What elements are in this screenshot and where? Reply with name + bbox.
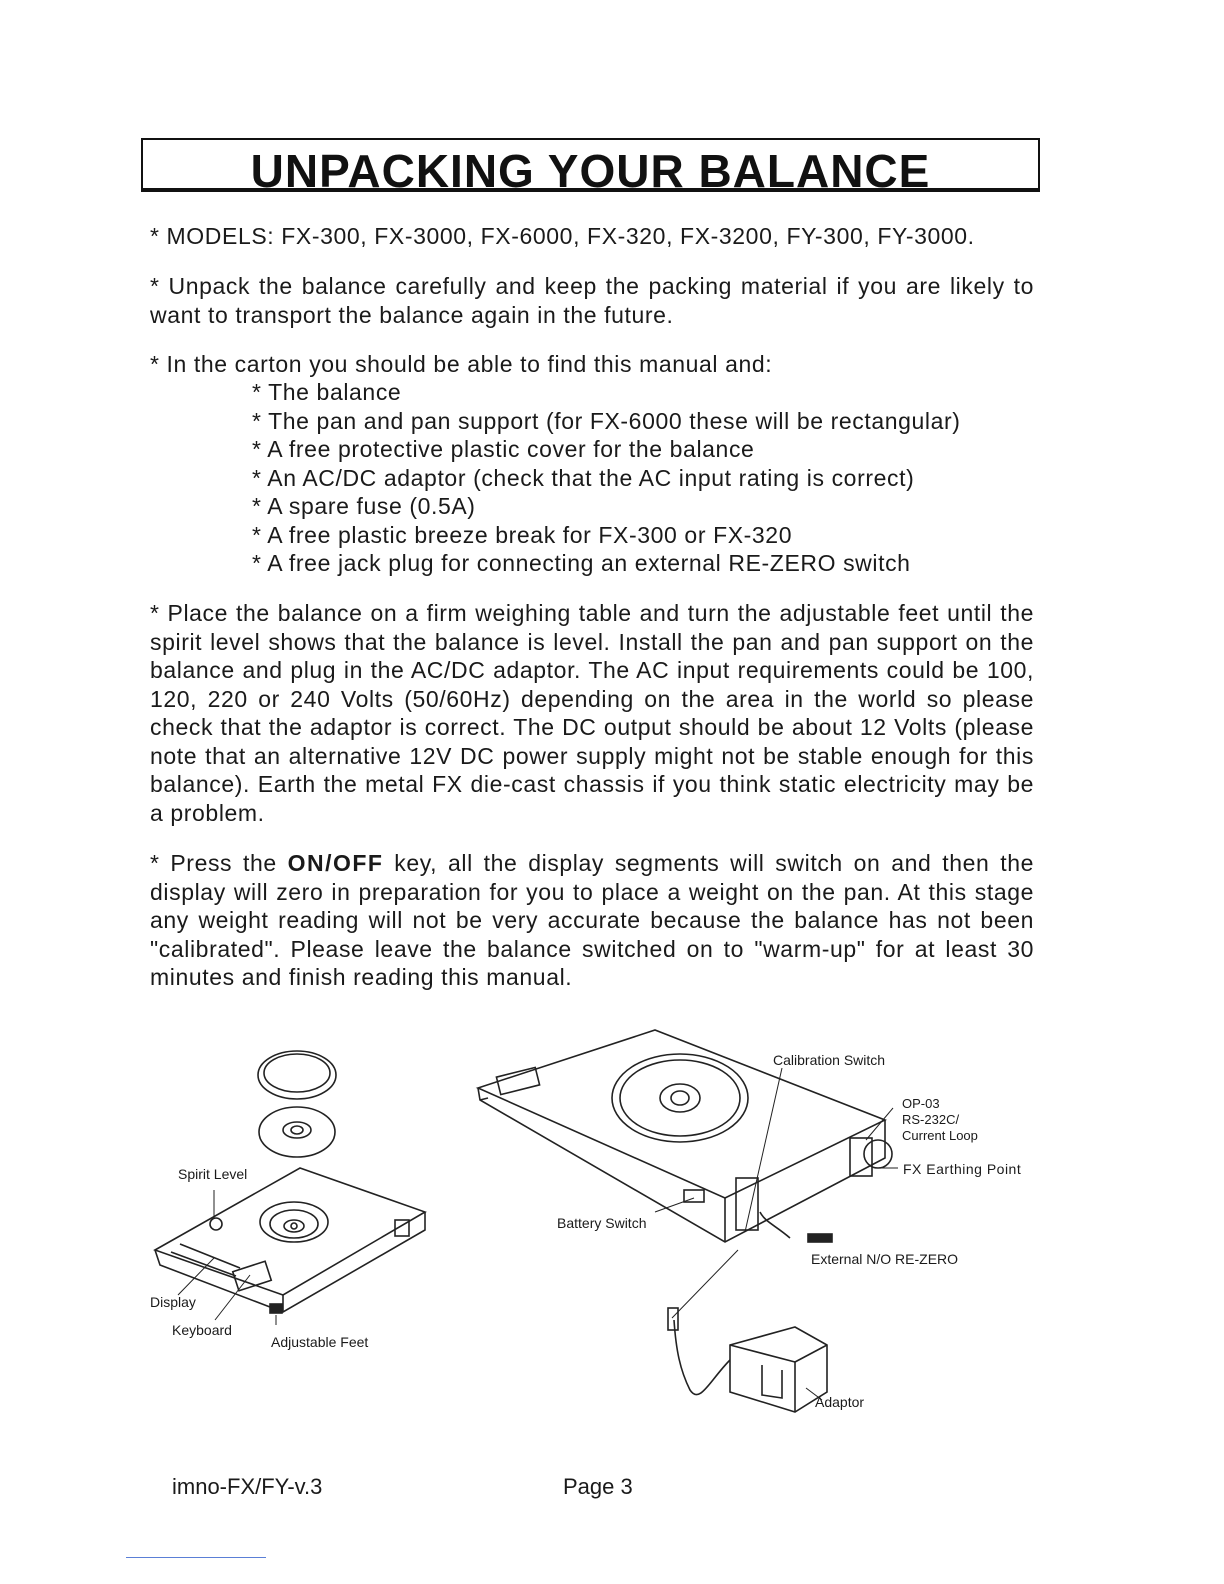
jack-plug-icon (760, 1212, 832, 1242)
rs232c-label: RS-232C/ (902, 1112, 960, 1127)
carton-intro: * In the carton you should be able to find this manual and: (150, 351, 773, 377)
keyboard-label: Keyboard (172, 1322, 232, 1338)
current-loop-label: Current Loop (902, 1128, 978, 1143)
place-paragraph: * Place the balance on a firm weighing table and turn the adjustable feet until the spirit level shows that the balance is level. Install the pan and pan support on the balance and plug in the AC/DC adaptor. The AC input requirements could be 100, 120, 220 or 240 Volts (50/60Hz) depending on the area in the world so please check that the adaptor is correct. The DC output should be about 12 Volts (please note that an alternative 12V DC power supply might not be stable enough for this balance). Earth the metal FX die-cast chassis if you think static electricity may be a problem. (150, 600, 1034, 826)
list-item: * The pan and pan support (for FX-6000 these will be rectangular) (252, 407, 961, 434)
adjustable-feet-label: Adjustable Feet (271, 1334, 369, 1350)
external-rezero-label: External N/O RE-ZERO (811, 1251, 959, 1267)
small-balance-icon (155, 1168, 425, 1313)
op03-label: OP-03 (902, 1096, 940, 1111)
list-item: * A free plastic breeze break for FX-300 or FX-320 (252, 521, 793, 548)
unpack-paragraph: * Unpack the balance carefully and keep the packing material if you are likely to want to transport the balance again in the future. (150, 273, 1034, 328)
document-id: imno-FX/FY-v.3 (172, 1474, 323, 1499)
on-off-key: ON/OFF (287, 850, 384, 876)
footer-rule (126, 1557, 266, 1558)
page-title: UNPACKING YOUR BALANCE (250, 145, 931, 197)
press-rest: key, all the display segments will switch on and then the display will zero in preparation for you to place a weight on the pan. At this stage any weight reading will not be very accurate because the balance has not been "calibrated". Please leave the balance switched on to "warm-up" for at least 30 minutes and finish reading this manual. (150, 850, 1034, 990)
list-item: * An AC/DC adaptor (check that the AC input rating is correct) (252, 464, 915, 491)
press-prefix: * Press the (150, 850, 288, 876)
models-line: * MODELS: FX-300, FX-3000, FX-6000, FX-320, FX-3200, FY-300, FY-3000. (150, 223, 975, 249)
spirit-level-label: Spirit Level (178, 1166, 248, 1182)
battery-switch-label: Battery Switch (557, 1215, 647, 1231)
pan-icon (258, 1051, 336, 1099)
adaptor-icon (668, 1308, 827, 1412)
list-item: * A free protective plastic cover for the balance (252, 436, 755, 462)
display-label: Display (150, 1294, 196, 1310)
list-item: * A spare fuse (0.5A) (252, 493, 476, 519)
calibration-switch-label: Calibration Switch (773, 1052, 886, 1068)
earthing-point-label: FX Earthing Point (903, 1161, 1022, 1177)
pan-support-icon (259, 1107, 335, 1157)
list-item: * A free jack plug for connecting an external RE-ZERO switch (252, 550, 911, 576)
page-number: Page 3 (563, 1474, 633, 1499)
adaptor-label: Adaptor (815, 1394, 865, 1410)
list-item: * The balance (252, 379, 402, 405)
